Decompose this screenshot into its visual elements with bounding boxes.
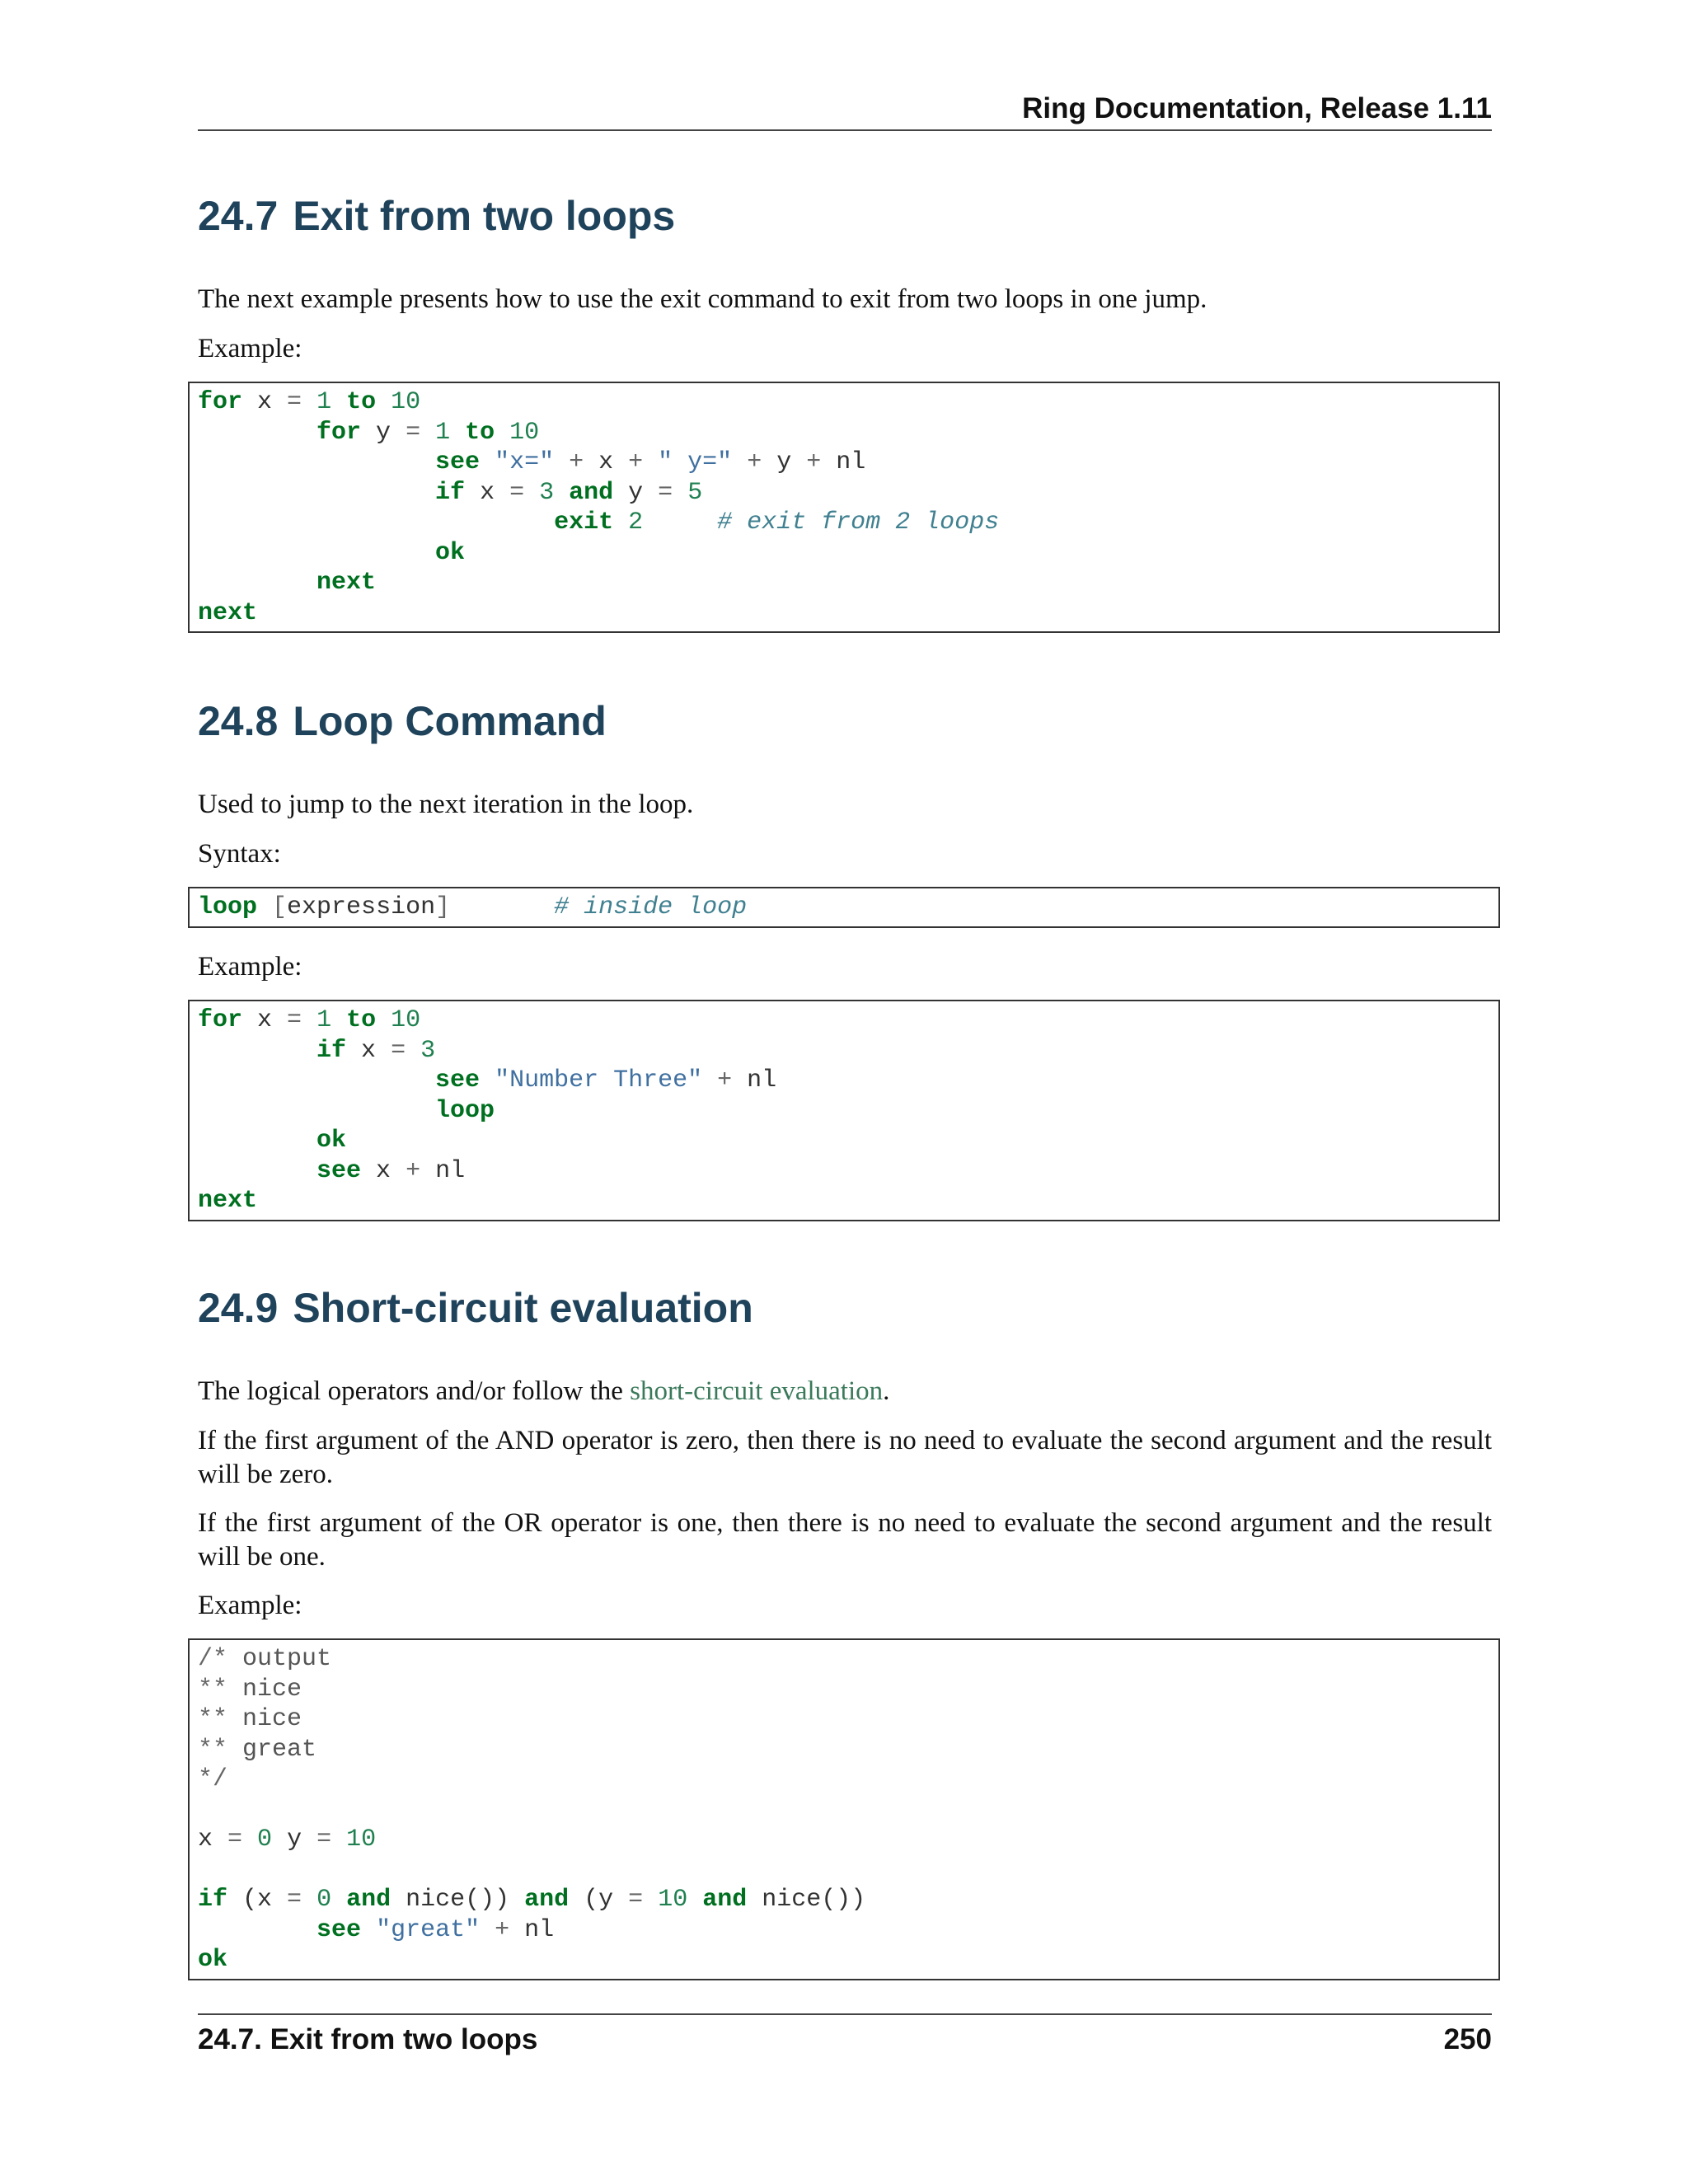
code-block-loop-example: [188, 1000, 1500, 1221]
code-listing: loop [expression] # inside loop: [198, 893, 748, 921]
code-listing: for x = 1 to 10 if x = 3 see "Number Three" + nl loop ok see x + nl next: [198, 1006, 777, 1215]
code-listing: for x = 1 to 10 for y = 1 to 10 see "x=" + x + " y=" + y + nl if x = 3 and y = 5 exit 2 # exit from 2 loops ok next next: [198, 388, 1000, 627]
paragraph: Used to jump to the next iteration in the loop.: [198, 790, 694, 819]
example-label: [198, 950, 1492, 984]
paragraph: If the first argument of the AND operator is zero, then there is no need to evaluate the second argument and the result will be zero.: [198, 1426, 1492, 1489]
code-listing: /* output ** nice ** nice ** great */ x = 0 y = 10 if (x = 0 and nice()) and (y = 10 and nice()) see "great" + nl ok: [198, 1645, 866, 1974]
footer-divider: [198, 2013, 1492, 2015]
running-header: Ring Documentation, Release 1.11: [1022, 92, 1492, 124]
paragraph: [198, 1375, 1492, 1408]
section-intro: [198, 788, 1492, 822]
syntax-label-text: Syntax:: [198, 839, 281, 869]
intro-text-end: .: [883, 1376, 890, 1406]
syntax-label: [198, 837, 1492, 871]
section-title: Loop Command: [293, 698, 607, 744]
code-block-short-circuit: [188, 1638, 1500, 1980]
section-24-9: [198, 1283, 1492, 1333]
paragraph: The next example presents how to use the exit command to exit from two loops in one jump.: [198, 284, 1207, 314]
section-number: 24.7: [198, 193, 279, 239]
intro-text: The logical operators and/or follow the: [198, 1376, 631, 1406]
example-label-text: Example:: [198, 952, 302, 982]
section-number: 24.9: [198, 1285, 279, 1331]
document-page: [198, 0, 1492, 2184]
section-heading: [198, 696, 1492, 746]
section-intro: [198, 283, 1492, 316]
example-label: [198, 332, 1492, 366]
header-divider: [198, 129, 1492, 131]
section-24-8: [198, 696, 1492, 746]
paragraph-or-operator: [198, 1507, 1492, 1574]
section-heading: [198, 191, 1492, 241]
code-block-loop-syntax: [188, 887, 1500, 928]
paragraph: If the first argument of the OR operator is one, then there is no need to evaluate the second argument and the result will be one.: [198, 1508, 1492, 1572]
short-circuit-evaluation-link[interactable]: short-circuit evaluation: [630, 1376, 884, 1406]
example-label-text: Example:: [198, 1591, 302, 1620]
section-title: Exit from two loops: [293, 193, 676, 239]
section-heading: [198, 1283, 1492, 1333]
section-number: 24.8: [198, 698, 279, 744]
section-intro: [198, 1375, 1492, 1408]
page-number: 250: [1443, 2023, 1492, 2055]
code-block-exit-two-loops: [188, 382, 1500, 633]
example-label: [198, 1589, 1492, 1623]
section-24-7: [198, 191, 1492, 241]
example-label-text: Example:: [198, 334, 302, 363]
paragraph-and-operator: [198, 1424, 1492, 1492]
section-title: Short-circuit evaluation: [293, 1285, 753, 1331]
footer-section-title: 24.7. Exit from two loops: [198, 2023, 538, 2055]
